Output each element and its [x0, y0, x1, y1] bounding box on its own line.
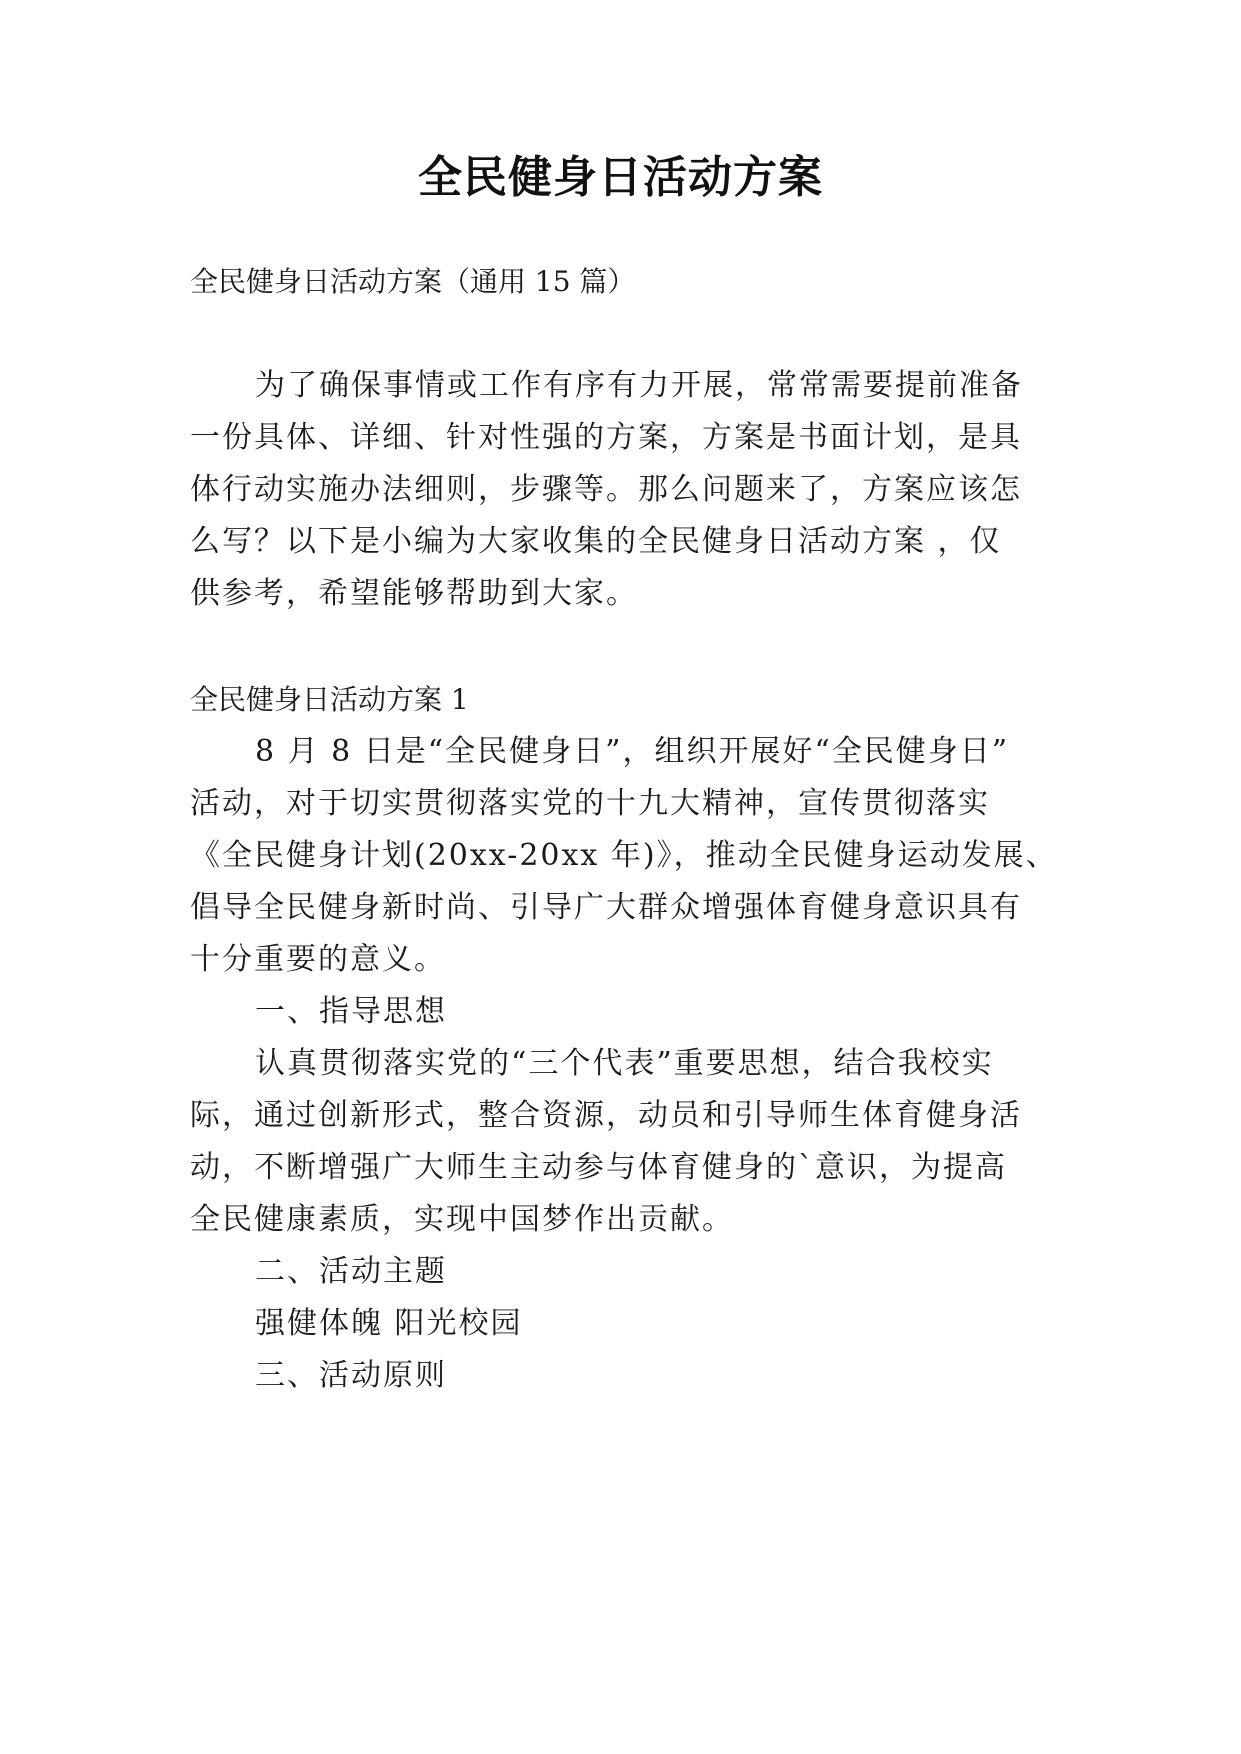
- paragraph-line: 动，不断增强广大师生主动参与体育健身的`意识，为提高: [190, 1150, 1007, 1185]
- intro-line: 么写？以下是小编为大家收集的全民健身日活动方案 ，仅: [190, 524, 1002, 559]
- heading-activity-theme: 二、活动主题: [255, 1254, 447, 1289]
- paragraph-line: 活动，对于切实贯彻落实党的十九大精神，宣传贯彻落实: [190, 786, 990, 821]
- intro-line: 体行动实施办法细则，步骤等。那么问题来了，方案应该怎: [190, 472, 1022, 507]
- heading-guiding-thought: 一、指导思想: [255, 994, 447, 1029]
- document-title: 全民健身日活动方案: [418, 152, 823, 203]
- paragraph-line: 际，通过创新形式，整合资源，动员和引导师生体育健身活: [190, 1098, 1022, 1133]
- intro-line: 为了确保事情或工作有序有力开展，常常需要提前准备: [255, 368, 1023, 403]
- paragraph-line: 全民健康素质，实现中国梦作出贡献。: [190, 1202, 734, 1237]
- paragraph-line: 8 月 8 日是“全民健身日”，组织开展好“全民健身日”: [255, 734, 1010, 769]
- heading-activity-principles: 三、活动原则: [255, 1358, 447, 1393]
- activity-theme-text: 强健体魄 阳光校园: [255, 1306, 523, 1341]
- paragraph-line: 认真贯彻落实党的“三个代表”重要思想，结合我校实: [255, 1046, 994, 1081]
- section-heading: 全民健身日活动方案 1: [190, 683, 469, 716]
- intro-line: 供参考，希望能够帮助到大家。: [190, 576, 638, 611]
- paragraph-line: 《全民健身计划(20xx-20xx 年)》，推动全民健身运动发展、: [190, 838, 1058, 873]
- paragraph-line: 倡导全民健身新时尚、引导广大群众增强体育健身意识具有: [190, 890, 1022, 925]
- document-subtitle: 全民健身日活动方案（通用 15 篇）: [190, 265, 636, 298]
- paragraph-line: 十分重要的意义。: [190, 942, 446, 977]
- intro-line: 一份具体、详细、针对性强的方案，方案是书面计划，是具: [190, 420, 1022, 455]
